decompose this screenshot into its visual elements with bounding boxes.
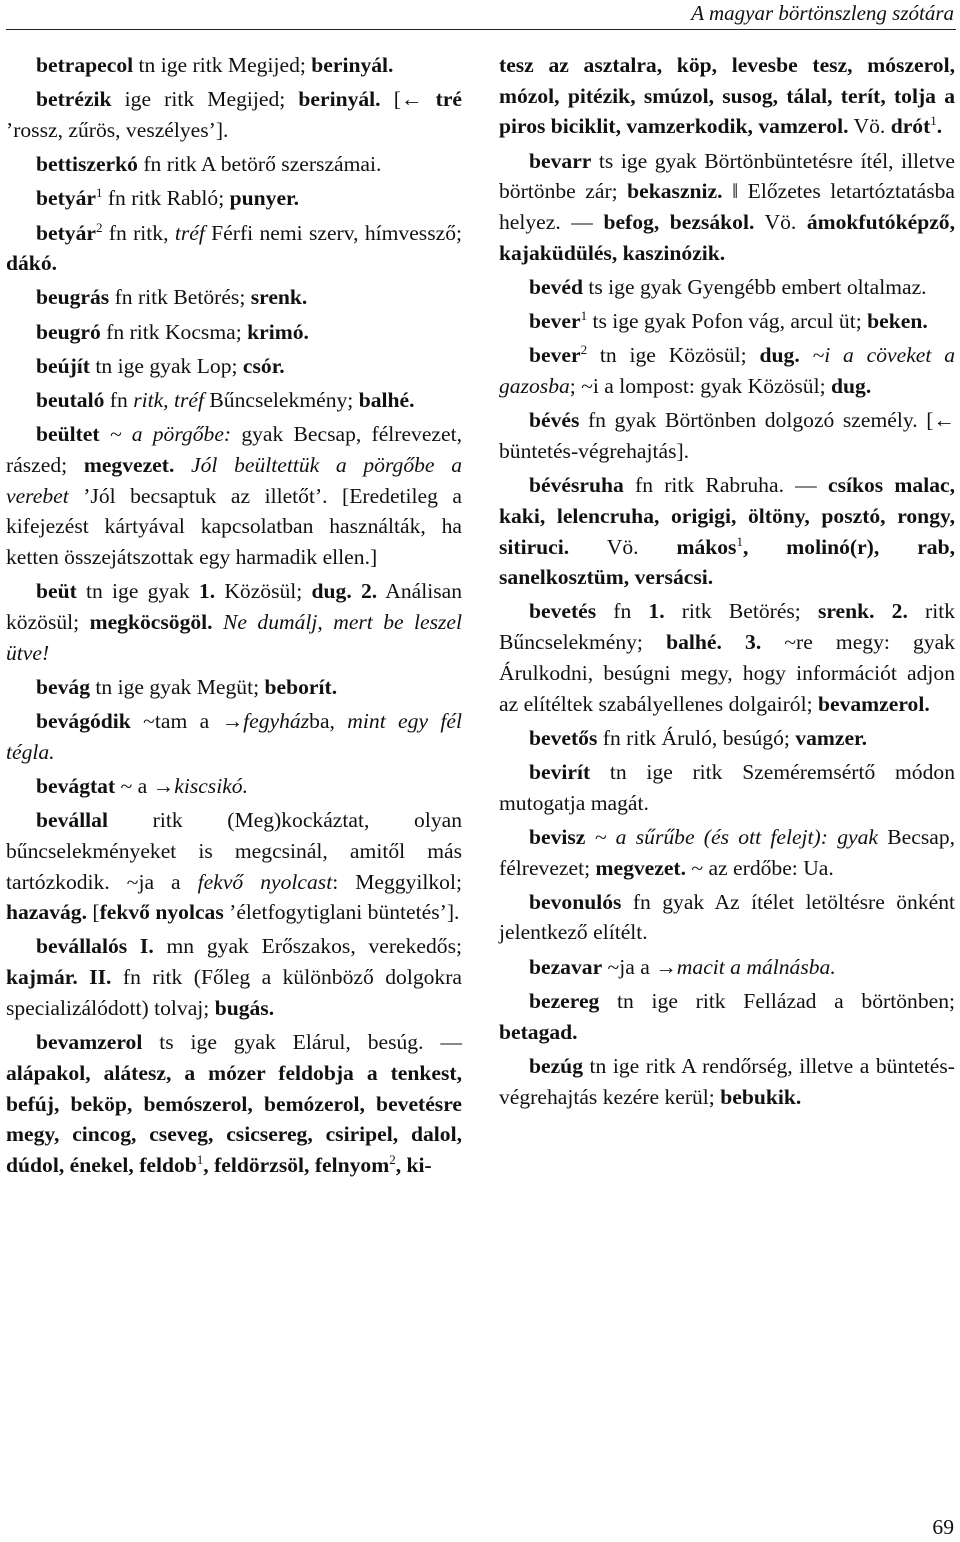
entry-text: beken. bbox=[867, 309, 928, 334]
entry-text bbox=[174, 453, 191, 477]
entry-text bbox=[875, 599, 892, 623]
entry-text: ~ a pörgőbe: bbox=[109, 422, 232, 447]
headword: betyár bbox=[36, 220, 96, 245]
headword: bezavar bbox=[529, 954, 603, 979]
entry-text: Bűncselekmény; bbox=[203, 388, 359, 413]
headword: tesz az asztalra, köp, levesbe tesz, mószerol, mózol, pitézik, smúzol, susog, tálal, terít, tolja a piros biciklit, vamzerkodik, vamzerol. bbox=[499, 53, 955, 139]
headword: bezúg bbox=[529, 1053, 583, 1078]
entry-text: . bbox=[936, 114, 943, 139]
entry-text: alápakol, alátesz, a mózer feldobja a tenkest, befúj, beköp, bemószerol, bemózerol, bevetésre megy, cincog, csevеg, csicsereg, csiripel, dalol, dúdol, énekel, feldob bbox=[6, 1060, 462, 1177]
entry-text: ige ritk Megijed; bbox=[111, 87, 299, 112]
dictionary-entry bbox=[6, 385, 462, 416]
dictionary-entry bbox=[6, 672, 462, 703]
entry-text bbox=[585, 825, 594, 849]
dictionary-entry bbox=[6, 218, 462, 279]
headword: bevág bbox=[36, 674, 90, 699]
dictionary-entry bbox=[499, 50, 955, 142]
entry-text: 1. bbox=[648, 599, 665, 624]
entry-text: ~re megy: gyak Árulkodni, besúgni megy, hogy információt adjon az elítéltek szabályellenes dolgairól; bbox=[499, 630, 956, 716]
entry-text: fekvő nyolcast bbox=[197, 869, 333, 894]
entry-text: kiscsikó. bbox=[174, 773, 248, 798]
entry-text bbox=[352, 579, 361, 603]
dictionary-entry bbox=[499, 723, 955, 754]
headword: bevágtat bbox=[36, 773, 116, 798]
entry-text: fn gyak Az ítélet letöltésre önként jelentkező elítélt. bbox=[499, 889, 955, 945]
entry-text: csór. bbox=[242, 353, 285, 378]
entry-text: , feldörzsöl, felnyom bbox=[203, 1152, 390, 1177]
dictionary-entry bbox=[499, 887, 955, 948]
dictionary-entry bbox=[6, 419, 462, 573]
entry-text: hazavág. bbox=[6, 900, 87, 925]
entry-text: ritk Betörés; bbox=[664, 599, 818, 624]
entry-text: gyak Becsap, félrevezet, rászed; bbox=[6, 422, 463, 477]
entry-text: dákó. bbox=[6, 251, 58, 276]
page-number: 69 bbox=[932, 1515, 954, 1539]
entry-text: fn ritk (Főleg a különböző dolgokra specializálódott) tolvaj; bbox=[6, 965, 462, 1020]
headword: bevirít bbox=[529, 759, 591, 784]
dictionary-entry bbox=[6, 317, 462, 348]
entry-text bbox=[100, 422, 110, 446]
entry-text: ba, bbox=[309, 709, 348, 734]
entry-text: 1 bbox=[196, 1151, 204, 1167]
dictionary-entry bbox=[6, 351, 462, 382]
headword: bever bbox=[529, 343, 581, 368]
entry-text: fekvő nyolcas bbox=[99, 900, 224, 925]
entry-text: balhé. bbox=[666, 630, 722, 655]
entry-text: bevamzerol. bbox=[817, 691, 930, 716]
entry-text: ~ az erdőbe: Ua. bbox=[686, 855, 834, 880]
headword: bever bbox=[529, 309, 581, 334]
entry-text: tn ige ritk Fellázad a börtönben; bbox=[599, 988, 955, 1013]
entry-text: srenk. bbox=[250, 285, 308, 310]
entry-text: Férfi nemi szerv, hímvessző; bbox=[204, 220, 462, 245]
entry-text: mákos bbox=[676, 534, 737, 559]
headword: bévésruha bbox=[529, 473, 624, 498]
entry-text: tn ige gyak Lop; bbox=[89, 353, 243, 378]
dictionary-entry bbox=[6, 282, 462, 313]
headword: beugrás bbox=[36, 285, 110, 310]
headword: beüt bbox=[36, 579, 77, 604]
entry-text: bekaszniz. bbox=[627, 179, 723, 204]
entry-text: csíkos malac, kaki, lelencruha, origigi, öltöny, posztó, rongy, sitiruci. bbox=[499, 473, 955, 559]
headword: bevonulós bbox=[529, 889, 622, 914]
headword: betrézik bbox=[36, 87, 112, 112]
entry-text: 1 bbox=[95, 185, 103, 201]
entry-text: dug. bbox=[311, 579, 352, 604]
headword: bevéd bbox=[529, 274, 583, 299]
entry-text: ritk Bűncselekmény; bbox=[499, 599, 955, 655]
headword: beugró bbox=[36, 319, 101, 344]
headword: bevetés bbox=[529, 599, 597, 624]
entry-text: 1 bbox=[736, 533, 743, 549]
entry-text: fn ritk Rabló; bbox=[102, 186, 230, 211]
entry-text: ritk, tréf bbox=[133, 388, 204, 413]
headword: bevisz bbox=[529, 824, 586, 849]
entry-text: berinyál. bbox=[311, 53, 394, 77]
headword: bevállalós I. bbox=[36, 934, 154, 959]
headword: beültet bbox=[36, 422, 100, 447]
running-header: A magyar börtönszleng szótára bbox=[691, 1, 954, 25]
entry-text: tn ige ritk Szeméremsértő módon mutogatja magát. bbox=[499, 759, 955, 815]
entry-text: 1 bbox=[930, 113, 937, 129]
entry-text: ~ja a → bbox=[602, 954, 677, 979]
dictionary-entry bbox=[6, 50, 462, 81]
entry-text: tré bbox=[435, 87, 462, 112]
entry-text: ~i a cöveket a gazosba bbox=[499, 343, 955, 399]
entry-text: mint egy fél tégla. bbox=[6, 709, 462, 764]
entry-text: fegyház bbox=[243, 709, 310, 734]
dictionary-entry bbox=[6, 931, 462, 1023]
entry-text: fn ritk, bbox=[102, 220, 175, 245]
entry-text: ’Jól becsaptuk az illetőt’. [Eredetileg a kifejezést kártyával kapcsolatban használták, ha ketten összejátszottak egy harmadik ellen.] bbox=[6, 483, 462, 570]
dictionary-entry bbox=[6, 576, 462, 668]
dictionary-entry bbox=[6, 1027, 462, 1181]
entry-text: megvezet. bbox=[595, 855, 687, 880]
entry-text: fn ritk Betörés; bbox=[109, 285, 251, 310]
headword: bevágódik bbox=[36, 709, 131, 734]
entry-text: ts ige gyak Elárul, besúg. — bbox=[142, 1030, 462, 1055]
dictionary-entry bbox=[6, 149, 462, 180]
entry-text: punyer. bbox=[229, 186, 300, 211]
entry-text: tn ige gyak bbox=[76, 579, 199, 604]
entry-text: Közösül; bbox=[215, 579, 312, 604]
dictionary-entry bbox=[499, 272, 955, 303]
entry-text: 1 bbox=[580, 307, 588, 323]
entry-text: ~ a sűrűbe (és ott felejt): gyak bbox=[594, 824, 878, 849]
entry-text: ámokfutóképző, kajaküdülés, kaszinózik. bbox=[499, 210, 955, 265]
entry-text: fn bbox=[596, 599, 649, 624]
entry-text: fn bbox=[104, 388, 134, 413]
entry-text: Vö. bbox=[848, 114, 891, 139]
dictionary-entry bbox=[6, 183, 462, 214]
dictionary-entry bbox=[6, 805, 462, 928]
entry-text: ts ige gyak Gyengébb embert oltalmaz. bbox=[582, 274, 927, 299]
column-left bbox=[6, 50, 462, 1184]
entry-text: megköcsögöl. bbox=[89, 609, 213, 634]
headword: bevarr bbox=[529, 148, 592, 173]
entry-text: srenk. bbox=[817, 599, 875, 624]
headword: bevállal bbox=[36, 808, 108, 833]
entry-text: Vö. bbox=[569, 534, 677, 559]
entry-text: macit a málnásba. bbox=[676, 954, 836, 979]
entry-text: fn ritk Kocsma; bbox=[100, 319, 248, 344]
entry-text: , molinó(r), rab, sanelkosztüm, versácsi. bbox=[499, 534, 955, 590]
header-rule bbox=[6, 29, 956, 30]
entry-text: ~tam a → bbox=[130, 709, 244, 734]
entry-text: 2 bbox=[389, 1151, 396, 1167]
dictionary-entry bbox=[499, 822, 955, 883]
entry-text: tn ige Közösül; bbox=[587, 343, 760, 368]
entry-text: fn gyak Börtönben dolgozó személy. [← büntetés-végrehajtás]. bbox=[499, 408, 955, 463]
entry-text bbox=[722, 630, 745, 654]
entry-text: balhé. bbox=[358, 388, 415, 413]
headword: bettiszerkó bbox=[36, 152, 138, 177]
entry-text: fn ritk Áruló, besúgó; bbox=[597, 725, 796, 750]
dictionary-entry bbox=[499, 952, 955, 983]
entry-text: bugás. bbox=[214, 995, 275, 1020]
entry-text: 2 bbox=[95, 219, 103, 235]
dictionary-entry bbox=[499, 986, 955, 1047]
entry-text: 2. bbox=[891, 599, 908, 624]
entry-text: 2 bbox=[580, 342, 588, 358]
entry-text: dug. bbox=[759, 343, 800, 368]
dictionary-entry bbox=[499, 757, 955, 818]
headword: bévés bbox=[529, 408, 580, 433]
entry-text: Análisan közösül; bbox=[6, 579, 462, 634]
dictionary-entry bbox=[499, 470, 955, 593]
entry-text: Ne dumálj, mert be leszel ütve! bbox=[6, 609, 463, 665]
entry-text: tn ige gyak Megüt; bbox=[89, 674, 265, 699]
entry-text: : Meggyilkol; bbox=[332, 869, 462, 894]
entry-text: ritk (Meg)kockáztat, olyan bűncselekményeket is megcsinál, amitől más tartózkodik. ~ja a bbox=[6, 808, 462, 894]
entry-text: ’életfogytiglani büntetés’]. bbox=[223, 900, 460, 925]
dictionary-entry bbox=[6, 771, 462, 802]
entry-text: ’rossz, zűrös, veszélyes’]. bbox=[6, 117, 229, 142]
entry-text: Becsap, félrevezet; bbox=[499, 824, 956, 880]
headword: bevamzerol bbox=[36, 1030, 143, 1055]
entry-text: fn ritk Rabruha. — bbox=[623, 473, 828, 498]
headword: beutaló bbox=[36, 388, 105, 413]
column-right bbox=[499, 50, 955, 1116]
entry-text: ~ a → bbox=[115, 773, 175, 798]
entry-text: tn ige ritk Megijed; bbox=[133, 53, 312, 77]
entry-text: mn gyak Erőszakos, verekedős; bbox=[153, 934, 463, 959]
entry-text: bebukik. bbox=[720, 1084, 802, 1109]
entry-text: megvezet. bbox=[83, 452, 175, 477]
headword: betyár bbox=[36, 186, 96, 211]
entry-text: 1. bbox=[198, 579, 216, 604]
entry-text: krimó. bbox=[247, 319, 309, 344]
entry-text: , ki- bbox=[395, 1152, 432, 1177]
entry-text bbox=[800, 343, 813, 367]
dictionary-entry bbox=[499, 1051, 955, 1112]
entry-text: fn ritk A betörő szerszámai. bbox=[137, 152, 382, 177]
entry-text: befog, bezsákol. bbox=[603, 210, 755, 235]
dictionary-entry bbox=[499, 306, 955, 337]
dictionary-entry bbox=[499, 146, 955, 269]
entry-text: kajmár. II. bbox=[6, 965, 112, 990]
entry-text bbox=[213, 610, 223, 634]
entry-text: drót bbox=[890, 114, 931, 139]
entry-text: beborít. bbox=[264, 674, 338, 699]
entry-text: Vö. bbox=[754, 210, 807, 235]
headword: bevetős bbox=[529, 725, 598, 750]
entry-text: ts ige gyak Pofon vág, arcul üt; bbox=[587, 309, 868, 334]
entry-text: Jól beültettük a pörgőbe a verebet bbox=[6, 452, 462, 508]
entry-text: tréf bbox=[174, 220, 205, 245]
headword: betrapecol bbox=[36, 53, 134, 77]
dictionary-entry bbox=[499, 596, 955, 719]
entry-text: tn ige ritk A rendőrség, illetve a büntetés-végrehajtás kezére kerül; bbox=[499, 1053, 955, 1109]
entry-text: [← bbox=[380, 87, 436, 112]
entry-text: ‖ Előzetes letartóztatásba helyez. — bbox=[499, 179, 955, 235]
entry-text: betagad. bbox=[499, 1019, 578, 1044]
dictionary-entry bbox=[6, 84, 462, 145]
entry-text: berinyál. bbox=[298, 87, 381, 112]
entry-text: dug. bbox=[831, 374, 872, 399]
entry-text: [ bbox=[86, 900, 100, 925]
headword: beújít bbox=[36, 353, 90, 378]
entry-text: vamzer. bbox=[795, 725, 868, 750]
dictionary-entry bbox=[499, 405, 955, 466]
dictionary-entry bbox=[6, 706, 462, 767]
entry-text: ts ige gyak Börtönbüntetésre ítél, illetve börtönbe zár; bbox=[499, 148, 955, 204]
entry-text: 3. bbox=[745, 630, 762, 655]
dictionary-entry bbox=[499, 340, 955, 401]
headword: bezereg bbox=[529, 988, 600, 1013]
entry-text: 2. bbox=[360, 579, 378, 604]
entry-text: ; ~i a lompost: gyak Közösül; bbox=[569, 374, 831, 399]
